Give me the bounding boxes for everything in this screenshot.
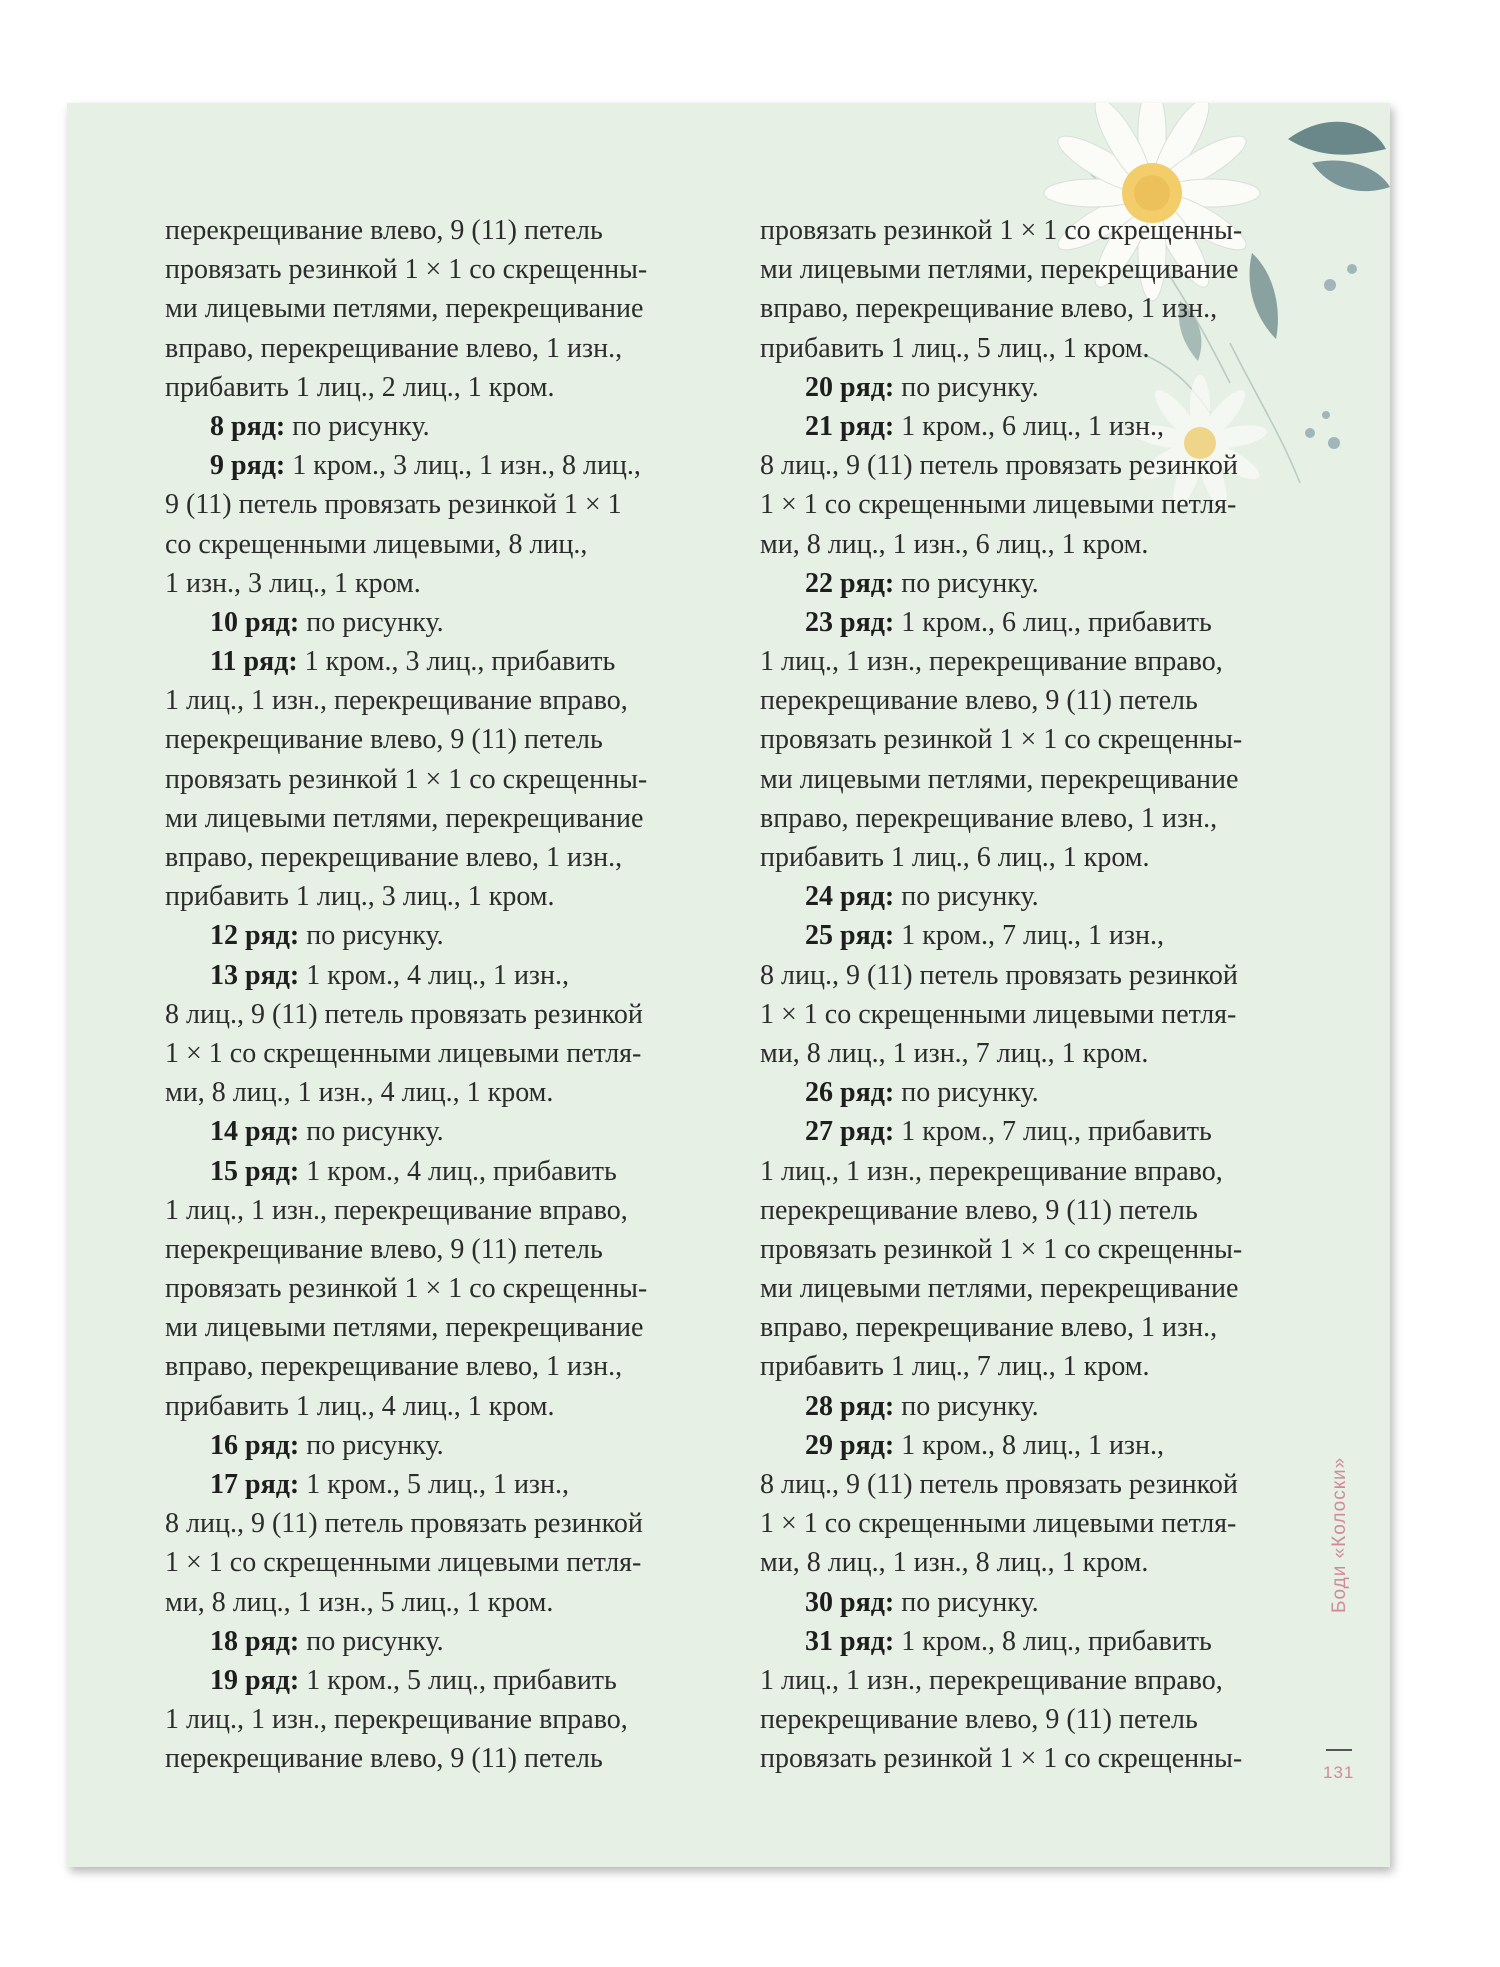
row-instruction: [165, 642, 740, 681]
text-line: [165, 995, 740, 1034]
row-instruction: [760, 1073, 1335, 1112]
text-line: [165, 1191, 740, 1230]
text-line: [760, 1739, 1335, 1778]
text-line: [760, 1269, 1335, 1308]
row-label: 12 ряд:: [210, 920, 300, 952]
row-instruction: [165, 1112, 740, 1151]
text-line: [760, 1661, 1335, 1700]
row-label: 21 ряд:: [805, 410, 895, 442]
line-text: 1 кром., 8 лиц., прибавить: [894, 1625, 1212, 1657]
line-text: перекрещивание влево, 9 (11) петель: [760, 1704, 1198, 1736]
line-text: по рисунку.: [894, 1586, 1039, 1618]
row-label: 19 ряд:: [210, 1664, 300, 1696]
text-line: [165, 1700, 740, 1739]
text-line: [165, 1034, 740, 1073]
row-label: 22 ряд:: [805, 567, 895, 599]
line-text: 1 × 1 со скрещенными лицевыми петля-: [760, 1508, 1237, 1540]
line-text: 1 кром., 4 лиц., 1 изн.,: [299, 959, 569, 991]
row-label: 17 ряд:: [210, 1469, 300, 1500]
line-text: прибавить 1 лиц., 7 лиц., 1 кром.: [760, 1351, 1150, 1383]
line-text: 8 лиц., 9 (11) петель провязать резинкой: [165, 998, 643, 1030]
line-text: прибавить 1 лиц., 4 лиц., 1 кром.: [165, 1390, 555, 1422]
line-text: ми, 8 лиц., 1 изн., 6 лиц., 1 кром.: [760, 528, 1149, 560]
page-number: 131: [1323, 1763, 1355, 1782]
line-text: со скрещенными лицевыми, 8 лиц.,: [165, 528, 588, 560]
line-text: по рисунку.: [894, 881, 1039, 913]
line-text: перекрещивание влево, 9 (11) петель: [760, 685, 1198, 717]
line-text: 1 кром., 3 лиц., 1 изн., 8 лиц.,: [285, 450, 641, 482]
line-text: по рисунку.: [894, 1390, 1039, 1422]
line-text: провязать резинкой 1 × 1 со скрещенны-: [760, 215, 1243, 246]
text-line: [760, 446, 1335, 485]
row-instruction: [760, 1583, 1335, 1622]
text-line: [165, 877, 740, 916]
line-text: прибавить 1 лиц., 6 лиц., 1 кром.: [760, 842, 1150, 873]
text-line: [165, 1739, 740, 1778]
row-instruction: [760, 603, 1335, 642]
row-instruction: [760, 407, 1335, 446]
text-line: [760, 642, 1335, 681]
line-text: вправо, перекрещивание влево, 1 изн.,: [760, 293, 1218, 325]
text-line: [165, 289, 740, 328]
line-text: перекрещивание влево, 9 (11) петель: [165, 724, 603, 756]
line-text: перекрещивание влево, 9 (11) петель: [165, 1233, 603, 1265]
text-line: [760, 211, 1335, 250]
row-label: 9 ряд:: [210, 450, 286, 482]
line-text: 9 (11) петель провязать резинкой 1 × 1: [165, 489, 622, 521]
line-text: по рисунку.: [894, 567, 1039, 599]
line-text: по рисунку.: [299, 606, 444, 638]
text-line: [760, 329, 1335, 368]
line-text: провязать резинкой 1 × 1 со скрещенны-: [760, 1233, 1243, 1265]
line-text: 1 кром., 7 лиц., 1 изн.,: [894, 920, 1164, 952]
line-text: по рисунку.: [299, 1116, 444, 1148]
text-line: [165, 760, 740, 799]
text-line: [760, 1152, 1335, 1191]
row-label: 15 ряд:: [210, 1155, 300, 1187]
line-text: провязать резинкой 1 × 1 со скрещенны-: [165, 763, 648, 795]
text-line: [165, 211, 740, 250]
row-instruction: [760, 916, 1335, 955]
text-line: [165, 485, 740, 524]
text-line: [165, 525, 740, 564]
row-label: 11 ряд:: [210, 646, 298, 678]
row-instruction: [165, 1426, 740, 1465]
line-text: 8 лиц., 9 (11) петель провязать резинкой: [760, 1469, 1238, 1500]
line-text: ми лицевыми петлями, перекрещивание: [760, 1273, 1239, 1305]
text-line: [760, 995, 1335, 1034]
line-text: по рисунку.: [299, 1429, 444, 1461]
side-divider: [1326, 1749, 1352, 1751]
text-line: [165, 1387, 740, 1426]
text-line: [760, 1465, 1335, 1504]
row-instruction: [760, 368, 1335, 407]
line-text: прибавить 1 лиц., 3 лиц., 1 кром.: [165, 881, 555, 913]
row-instruction: [760, 564, 1335, 603]
line-text: 1 лиц., 1 изн., перекрещивание вправо,: [165, 1194, 628, 1226]
line-text: 1 кром., 5 лиц., прибавить: [299, 1664, 617, 1696]
line-text: по рисунку.: [299, 1625, 444, 1657]
text-line: [760, 681, 1335, 720]
section-title: Боди «Колоски»: [1329, 1456, 1350, 1613]
row-instruction: [165, 603, 740, 642]
text-line: [760, 525, 1335, 564]
line-text: провязать резинкой 1 × 1 со скрещенны-: [165, 1273, 648, 1305]
line-text: провязать резинкой 1 × 1 со скрещенны-: [165, 254, 648, 286]
row-instruction: [165, 1465, 740, 1504]
row-label: 25 ряд:: [805, 920, 895, 952]
text-line: [760, 720, 1335, 759]
text-line: [165, 1504, 740, 1543]
text-line: [165, 329, 740, 368]
row-label: 29 ряд:: [805, 1429, 895, 1461]
row-instruction: [165, 446, 740, 485]
row-label: 26 ряд:: [805, 1077, 895, 1109]
line-text: перекрещивание влево, 9 (11) петель: [760, 1194, 1198, 1226]
line-text: 1 кром., 7 лиц., прибавить: [894, 1116, 1212, 1148]
row-instruction: [165, 407, 740, 446]
line-text: 1 кром., 6 лиц., 1 изн.,: [894, 410, 1164, 442]
row-label: 18 ряд:: [210, 1625, 300, 1657]
text-line: [165, 1073, 740, 1112]
text-line: [760, 956, 1335, 995]
text-line: [760, 1034, 1335, 1073]
line-text: 8 лиц., 9 (11) петель провязать резинкой: [760, 450, 1238, 482]
line-text: прибавить 1 лиц., 2 лиц., 1 кром.: [165, 371, 555, 403]
line-text: ми, 8 лиц., 1 изн., 5 лиц., 1 кром.: [165, 1586, 554, 1618]
line-text: ми, 8 лиц., 1 изн., 7 лиц., 1 кром.: [760, 1037, 1149, 1069]
text-line: [165, 564, 740, 603]
line-text: провязать резинкой 1 × 1 со скрещенны-: [760, 724, 1243, 756]
line-text: 1 изн., 3 лиц., 1 кром.: [165, 567, 421, 599]
line-text: ми лицевыми петлями, перекрещивание: [760, 763, 1239, 795]
line-text: 1 кром., 5 лиц., 1 изн.,: [299, 1469, 569, 1500]
row-label: 8 ряд:: [210, 410, 286, 442]
text-line: [760, 289, 1335, 328]
line-text: 1 × 1 со скрещенными лицевыми петля-: [165, 1547, 642, 1579]
text-line: [760, 250, 1335, 289]
line-text: вправо, перекрещивание влево, 1 изн.,: [760, 802, 1218, 834]
row-instruction: [165, 1152, 740, 1191]
text-line: [165, 799, 740, 838]
line-text: 1 лиц., 1 изн., перекрещивание вправо,: [165, 1704, 628, 1736]
row-instruction: [760, 1112, 1335, 1151]
text-line: [165, 1543, 740, 1582]
text-line: [760, 1308, 1335, 1347]
line-text: по рисунку.: [894, 371, 1039, 403]
row-label: 23 ряд:: [805, 606, 895, 638]
line-text: ми лицевыми петлями, перекрещивание: [165, 802, 644, 834]
text-line: [165, 838, 740, 877]
row-instruction: [760, 877, 1335, 916]
line-text: 1 лиц., 1 изн., перекрещивание вправо,: [760, 1664, 1223, 1696]
text-line: [165, 681, 740, 720]
line-text: 1 кром., 3 лиц., прибавить: [297, 646, 616, 678]
row-label: 14 ряд:: [210, 1116, 300, 1148]
text-line: [165, 368, 740, 407]
text-line: [165, 1308, 740, 1347]
row-instruction: [760, 1387, 1335, 1426]
line-text: перекрещивание влево, 9 (11) петель: [165, 215, 603, 246]
line-text: 1 кром., 8 лиц., 1 изн.,: [894, 1429, 1164, 1461]
text-line: [760, 760, 1335, 799]
line-text: перекрещивание влево, 9 (11) петель: [165, 1743, 603, 1775]
row-label: 30 ряд:: [805, 1586, 895, 1618]
text-line: [760, 1347, 1335, 1386]
text-line: [165, 1347, 740, 1386]
row-instruction: [165, 1622, 740, 1661]
line-text: вправо, перекрещивание влево, 1 изн.,: [165, 1351, 623, 1383]
row-label: 28 ряд:: [805, 1390, 895, 1422]
line-text: ми лицевыми петлями, перекрещивание: [760, 254, 1239, 286]
row-instruction: [165, 956, 740, 995]
text-line: [760, 1504, 1335, 1543]
line-text: ми лицевыми петлями, перекрещивание: [165, 293, 644, 325]
line-text: вправо, перекрещивание влево, 1 изн.,: [165, 842, 623, 873]
row-label: 13 ряд:: [210, 959, 300, 991]
line-text: 1 × 1 со скрещенными лицевыми петля-: [760, 998, 1237, 1030]
text-line: [760, 1191, 1335, 1230]
text-line: [760, 799, 1335, 838]
line-text: 1 лиц., 1 изн., перекрещивание вправо,: [760, 646, 1223, 678]
row-label: 27 ряд:: [805, 1116, 895, 1148]
line-text: провязать резинкой 1 × 1 со скрещенны-: [760, 1743, 1243, 1775]
line-text: ми, 8 лиц., 1 изн., 8 лиц., 1 кром.: [760, 1547, 1149, 1579]
left-text-column: [165, 211, 740, 1779]
text-line: [760, 1543, 1335, 1582]
line-text: ми, 8 лиц., 1 изн., 4 лиц., 1 кром.: [165, 1077, 554, 1109]
row-label: 16 ряд:: [210, 1429, 300, 1461]
line-text: 8 лиц., 9 (11) петель провязать резинкой: [165, 1508, 643, 1540]
row-label: 20 ряд:: [805, 371, 895, 403]
line-text: 1 лиц., 1 изн., перекрещивание вправо,: [760, 1155, 1223, 1187]
row-instruction: [165, 1661, 740, 1700]
line-text: 1 кром., 6 лиц., прибавить: [894, 606, 1212, 638]
line-text: по рисунку.: [285, 410, 430, 442]
line-text: 1 кром., 4 лиц., прибавить: [299, 1155, 617, 1187]
line-text: 8 лиц., 9 (11) петель провязать резинкой: [760, 959, 1238, 991]
line-text: прибавить 1 лиц., 5 лиц., 1 кром.: [760, 332, 1150, 364]
row-instruction: [760, 1426, 1335, 1465]
right-text-column: [760, 211, 1335, 1779]
row-instruction: [760, 1622, 1335, 1661]
row-instruction: [165, 916, 740, 955]
text-line: [760, 1700, 1335, 1739]
text-line: [165, 1583, 740, 1622]
text-line: [760, 485, 1335, 524]
text-line: [165, 720, 740, 759]
book-page: [67, 103, 1390, 1867]
row-label: 10 ряд:: [210, 606, 300, 638]
line-text: 1 лиц., 1 изн., перекрещивание вправо,: [165, 685, 628, 717]
line-text: вправо, перекрещивание влево, 1 изн.,: [760, 1312, 1218, 1344]
text-line: [760, 1230, 1335, 1269]
row-label: 31 ряд:: [805, 1625, 895, 1657]
text-line: [760, 838, 1335, 877]
text-line: [165, 250, 740, 289]
row-label: 24 ряд:: [805, 881, 895, 913]
line-text: 1 × 1 со скрещенными лицевыми петля-: [165, 1037, 642, 1069]
line-text: по рисунку.: [299, 920, 444, 952]
text-line: [165, 1269, 740, 1308]
text-line: [165, 1230, 740, 1269]
line-text: ми лицевыми петлями, перекрещивание: [165, 1312, 644, 1344]
line-text: по рисунку.: [894, 1077, 1039, 1109]
line-text: вправо, перекрещивание влево, 1 изн.,: [165, 332, 623, 364]
line-text: 1 × 1 со скрещенными лицевыми петля-: [760, 489, 1237, 521]
